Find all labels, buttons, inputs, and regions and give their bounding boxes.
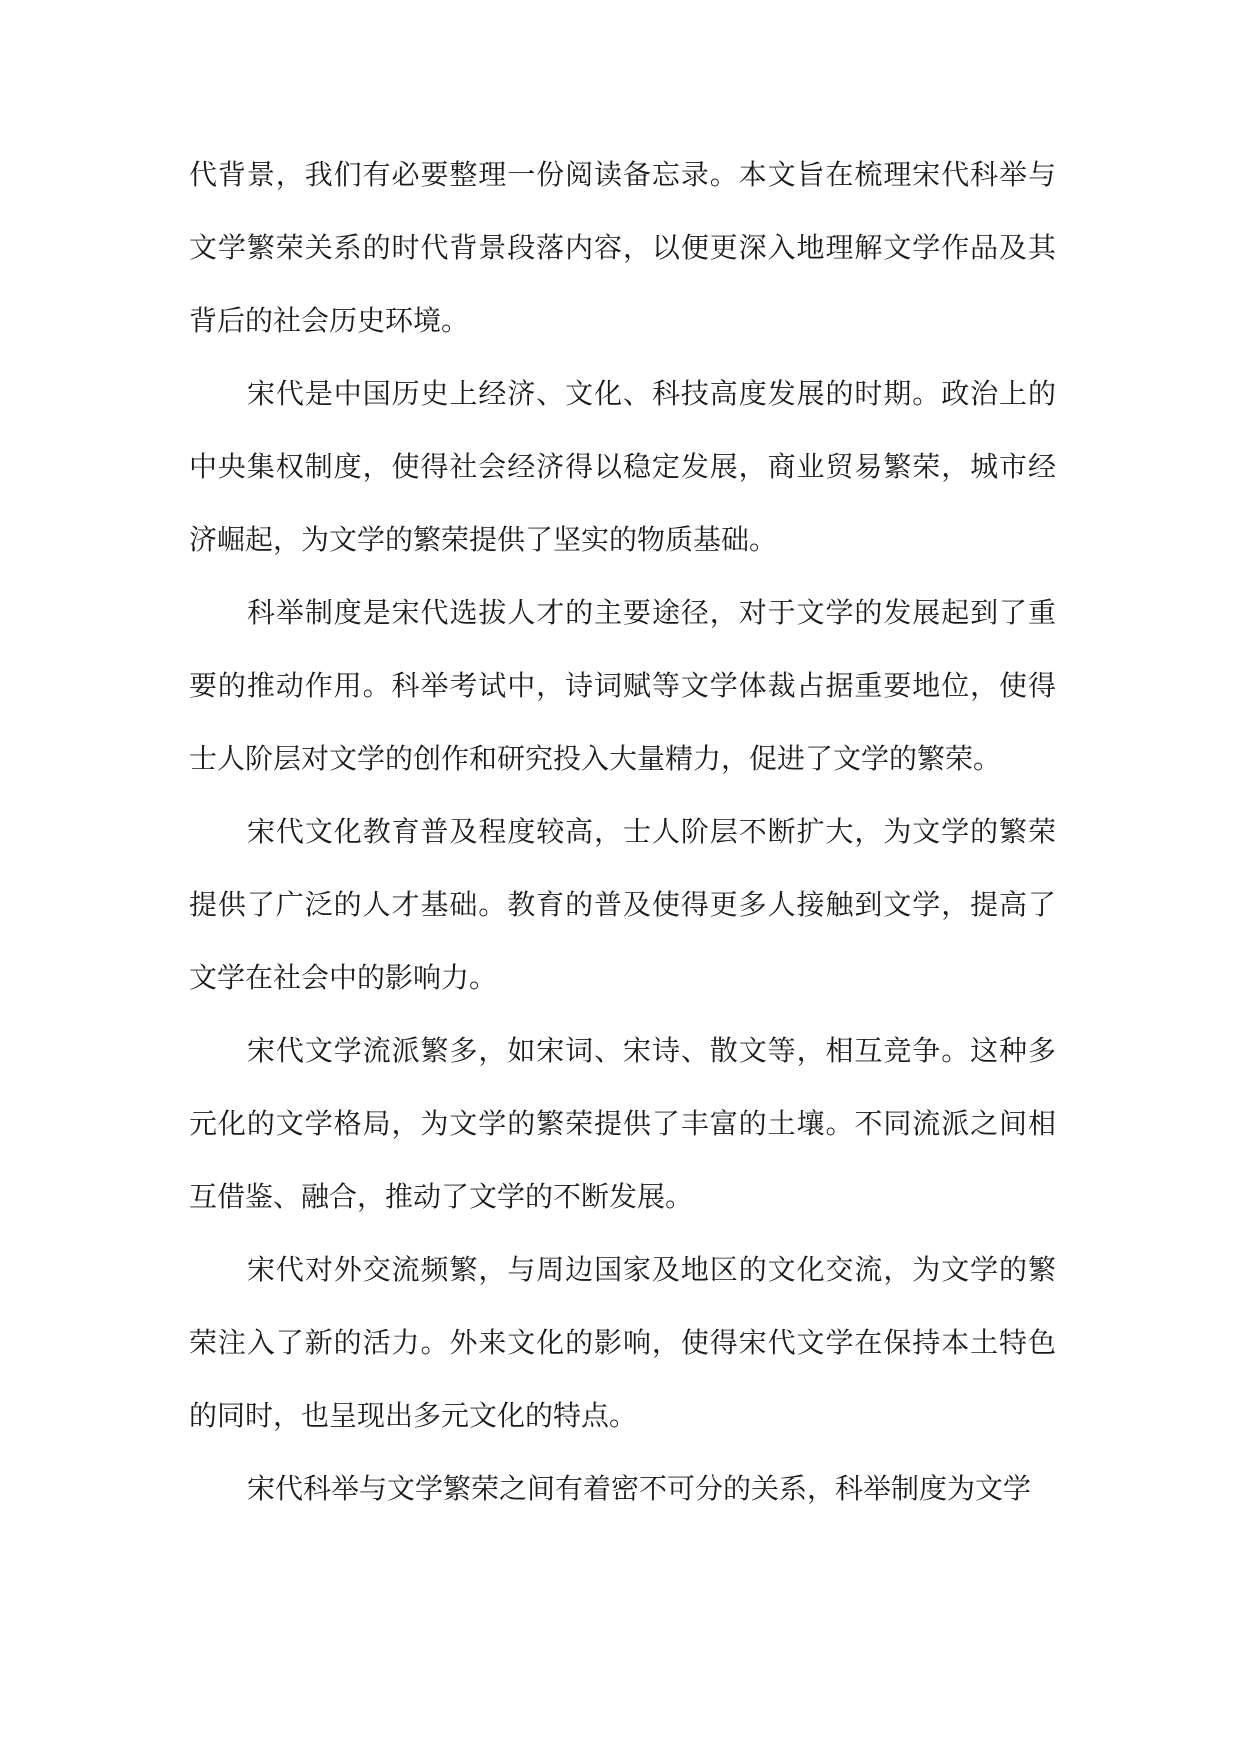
paragraph-economy: 宋代是中国历史上经济、文化、科技高度发展的时期。政治上的中央集权制度，使得社会经济得以稳定发展，商业贸易繁荣，城市经济崛起，为文学的繁荣提供了坚实的物质基础。 [189, 377, 1056, 556]
paragraph-literary-schools: 宋代文学流派繁多，如宋词、宋诗、散文等，相互竞争。这种多元化的文学格局，为文学的繁荣提供了丰富的土壤。不同流派之间相互借鉴、融合，推动了文学的不断发展。 [189, 1034, 1056, 1213]
paragraph-conclusion: 宋代科举与文学繁荣之间有着密不可分的关系，科举制度为文学 [247, 1472, 1032, 1505]
paragraph-continuation: 代背景，我们有必要整理一份阅读备忘录。本文旨在梳理宋代科举与文学繁荣关系的时代背景段落内容，以便更深入地理解文学作品及其背后的社会历史环境。 [189, 158, 1056, 337]
paragraph-keju-system: 科举制度是宋代选拔人才的主要途径，对于文学的发展起到了重要的推动作用。科举考试中，诗词赋等文学体裁占据重要地位，使得士人阶层对文学的创作和研究投入大量精力，促进了文学的繁荣。 [189, 596, 1056, 775]
document-body [189, 138, 1056, 1525]
paragraph-foreign-exchange: 宋代对外交流频繁，与周边国家及地区的文化交流，为文学的繁荣注入了新的活力。外来文化的影响，使得宋代文学在保持本土特色的同时，也呈现出多元文化的特点。 [189, 1253, 1056, 1432]
paragraph-education: 宋代文化教育普及程度较高，士人阶层不断扩大，为文学的繁荣提供了广泛的人才基础。教育的普及使得更多人接触到文学，提高了文学在社会中的影响力。 [189, 815, 1056, 994]
